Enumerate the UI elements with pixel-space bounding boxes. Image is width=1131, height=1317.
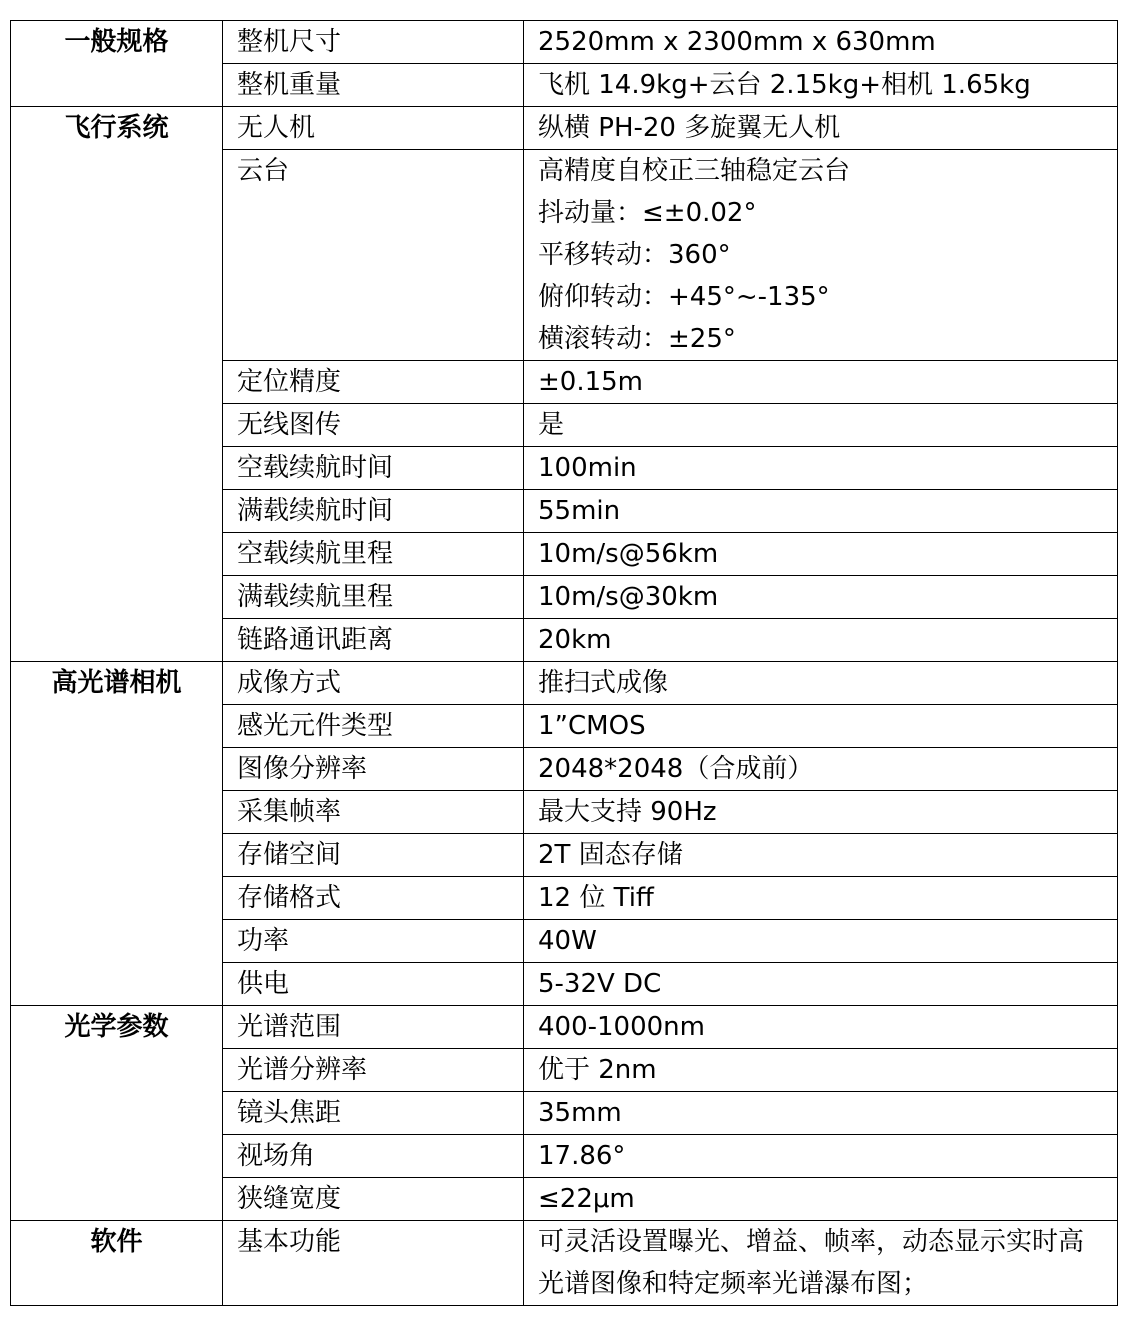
param-value-cell xyxy=(524,1092,1118,1135)
param-value-cell xyxy=(524,791,1118,834)
param-name-cell: 整机尺寸 xyxy=(223,21,524,64)
spec-row xyxy=(11,1006,1118,1049)
param-value-cell xyxy=(524,21,1118,64)
param-value-line: 平移转动：360° xyxy=(538,240,731,270)
spec-table-body xyxy=(11,21,1118,1306)
param-name-cell: 存储空间 xyxy=(223,834,524,877)
param-value-cell xyxy=(524,576,1118,619)
param-name-cell: 定位精度 xyxy=(223,361,524,404)
param-value-cell xyxy=(524,447,1118,490)
param-value-line: ±0.15m xyxy=(538,367,644,397)
param-value-cell xyxy=(524,1135,1118,1178)
param-value-cell xyxy=(524,748,1118,791)
param-name-cell: 空载续航时间 xyxy=(223,447,524,490)
param-value-cell xyxy=(524,64,1118,107)
group-name-cell: 一般规格 xyxy=(11,21,223,107)
param-name-cell: 镜头焦距 xyxy=(223,1092,524,1135)
param-name-cell: 视场角 xyxy=(223,1135,524,1178)
param-value-line: 10m/s@30km xyxy=(538,582,719,612)
param-value-line: 2048*2048（合成前） xyxy=(538,754,814,784)
param-value-cell xyxy=(524,361,1118,404)
param-name-cell: 图像分辨率 xyxy=(223,748,524,791)
spec-row xyxy=(11,21,1118,64)
param-name-cell: 存储格式 xyxy=(223,877,524,920)
param-name-cell: 采集帧率 xyxy=(223,791,524,834)
param-name-cell: 链路通讯距离 xyxy=(223,619,524,662)
param-name-cell: 功率 xyxy=(223,920,524,963)
param-name-cell: 空载续航里程 xyxy=(223,533,524,576)
param-value-cell xyxy=(524,404,1118,447)
param-value-line: 俯仰转动：+45°~-135° xyxy=(538,282,830,312)
param-name-cell: 无线图传 xyxy=(223,404,524,447)
param-value-line: 100min xyxy=(538,453,637,483)
param-value-line: 17.86° xyxy=(538,1141,626,1171)
param-value-line: 2520mm x 2300mm x 630mm xyxy=(538,27,936,57)
param-name-cell: 狭缝宽度 xyxy=(223,1178,524,1221)
param-name-cell: 光谱范围 xyxy=(223,1006,524,1049)
spec-table xyxy=(10,20,1118,1306)
param-value-line: 高精度自校正三轴稳定云台 xyxy=(538,156,851,186)
param-value-cell xyxy=(524,877,1118,920)
group-name-cell: 飞行系统 xyxy=(11,107,223,662)
param-value-cell xyxy=(524,490,1118,533)
param-value-line: 10m/s@56km xyxy=(538,539,719,569)
param-name-cell: 基本功能 xyxy=(223,1221,524,1306)
param-value-line: 40W xyxy=(538,926,597,956)
param-value-line: 5-32V DC xyxy=(538,969,662,999)
param-value-cell xyxy=(524,1006,1118,1049)
param-value-cell xyxy=(524,1049,1118,1092)
param-name-cell: 无人机 xyxy=(223,107,524,150)
param-name-cell: 成像方式 xyxy=(223,662,524,705)
param-value-cell xyxy=(524,920,1118,963)
param-name-cell: 整机重量 xyxy=(223,64,524,107)
param-value-line: 12 位 Tiff xyxy=(538,883,654,913)
param-name-cell: 云台 xyxy=(223,150,524,361)
param-name-cell: 光谱分辨率 xyxy=(223,1049,524,1092)
param-value-cell xyxy=(524,705,1118,748)
param-value-line: 2T 固态存储 xyxy=(538,840,683,870)
param-name-cell: 满载续航时间 xyxy=(223,490,524,533)
param-value-line: 纵横 PH-20 多旋翼无人机 xyxy=(538,113,841,143)
param-value-line: 飞机 14.9kg+云台 2.15kg+相机 1.65kg xyxy=(538,70,1031,100)
param-value-line: 1”CMOS xyxy=(538,711,646,741)
param-value-line: 推扫式成像 xyxy=(538,668,669,698)
group-name-cell: 光学参数 xyxy=(11,1006,223,1221)
param-value-cell xyxy=(524,834,1118,877)
param-name-cell: 感光元件类型 xyxy=(223,705,524,748)
param-value-line: 抖动量：≤±0.02° xyxy=(538,198,757,228)
param-value-cell xyxy=(524,107,1118,150)
param-value-cell xyxy=(524,1221,1118,1306)
param-value-line: 优于 2nm xyxy=(538,1055,657,1085)
param-value-cell xyxy=(524,533,1118,576)
param-value-line: 55min xyxy=(538,496,621,526)
spec-row xyxy=(11,107,1118,150)
group-name-cell: 软件 xyxy=(11,1221,223,1306)
group-name-cell: 高光谱相机 xyxy=(11,662,223,1006)
param-value-cell xyxy=(524,1178,1118,1221)
param-value-line: 20km xyxy=(538,625,612,655)
param-value-cell xyxy=(524,662,1118,705)
param-value-cell xyxy=(524,963,1118,1006)
param-value-line: 是 xyxy=(538,410,565,440)
param-value-line: 横滚转动：±25° xyxy=(538,324,736,354)
param-name-cell: 供电 xyxy=(223,963,524,1006)
param-name-cell: 满载续航里程 xyxy=(223,576,524,619)
param-value-cell xyxy=(524,619,1118,662)
param-value-line: 可灵活设置曝光、增益、帧率，动态显示实时高光谱图像和特定频率光谱瀑布图； xyxy=(538,1227,1085,1299)
param-value-line: 35mm xyxy=(538,1098,622,1128)
spec-row xyxy=(11,662,1118,705)
param-value-line: 400-1000nm xyxy=(538,1012,705,1042)
spec-row xyxy=(11,1221,1118,1306)
param-value-line: ≤22μm xyxy=(538,1184,635,1214)
param-value-cell xyxy=(524,150,1118,361)
param-value-line: 最大支持 90Hz xyxy=(538,797,717,827)
